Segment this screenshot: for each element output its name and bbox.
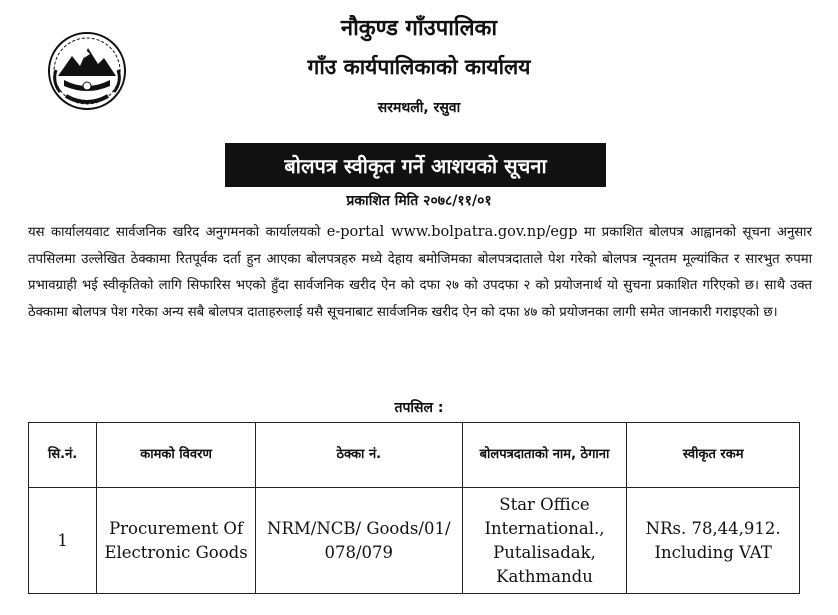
cell-serial-no: 1 xyxy=(29,488,97,594)
org-name: नौकुण्ड गाँउपालिका xyxy=(340,16,498,41)
office-address: सरमथली, रसुवा xyxy=(377,100,461,116)
table-row xyxy=(29,488,800,594)
header-work-description: कामको विवरण xyxy=(97,423,256,488)
e-portal-link: e-portal www.bolpatra.gov.np/egp xyxy=(326,224,578,240)
header-bidder-name-address: बोलपत्रदाताको नाम, ठेगाना xyxy=(462,423,627,488)
schedule-label: तपसिल : xyxy=(394,400,444,416)
publish-date: प्रकाशित मिति २०७८/११/०१ xyxy=(346,193,492,209)
table-header-row xyxy=(29,423,800,488)
notice-title: बोलपत्र स्वीकृत गर्ने आशयको सूचना xyxy=(225,143,606,187)
document-header xyxy=(0,14,838,118)
header-serial-no: सि.नं. xyxy=(29,423,97,488)
cell-approved-amount: NRs. 78,44,912. Including VAT xyxy=(627,488,800,594)
award-table xyxy=(28,422,800,594)
header-contract-no: ठेक्का नं. xyxy=(255,423,462,488)
office-name: गाँउ कार्यपालिकाको कार्यालय xyxy=(307,55,531,79)
body-text-intro: यस कार्यालयवाट सार्वजनिक खरिद अनुगमनको कार्यालयको xyxy=(28,225,327,240)
cell-work-description: Procurement Of Electronic Goods xyxy=(97,488,256,594)
notice-body xyxy=(28,219,812,326)
body-text-main: मा प्रकाशित बोलपत्र आह्वानको सूचना अनुसार तपसिलमा उल्लेखित ठेक्कामा रितपूर्वक दर्ता हुन आएका बोलपत्रहरु मध्ये देहाय बमोजिमका बोलपत्रदाताले पेश गरेको बोलपत्र न्यूनतम मूल्यांकित र सारभुत रुपमा प्रभावग्राही भई स्वीकृतिको लागि सिफारिस भएको हुँदा सार्वजनिक खरीद ऐन को दफा २७ को उपदफा २ को प्रयोजनार्थ यो सुचना प्रकाशित गरिएको छ। साथै उक्त ठेक्कामा बोलपत्र पेश गरेका अन्य सबै बोलपत्र दाताहरुलाई यसै सूचनाबाट सार्वजनिक खरीद ऐन को दफा ४७ को प्रयोजनका लागी समेत जानकारी गराइएको छ। xyxy=(28,225,812,320)
cell-bidder-name-address: Star Office International., Putalisadak, Kathmandu xyxy=(462,488,627,594)
header-approved-amount: स्वीकृत रकम xyxy=(627,423,800,488)
cell-contract-no: NRM/NCB/ Goods/01/ 078/079 xyxy=(255,488,462,594)
